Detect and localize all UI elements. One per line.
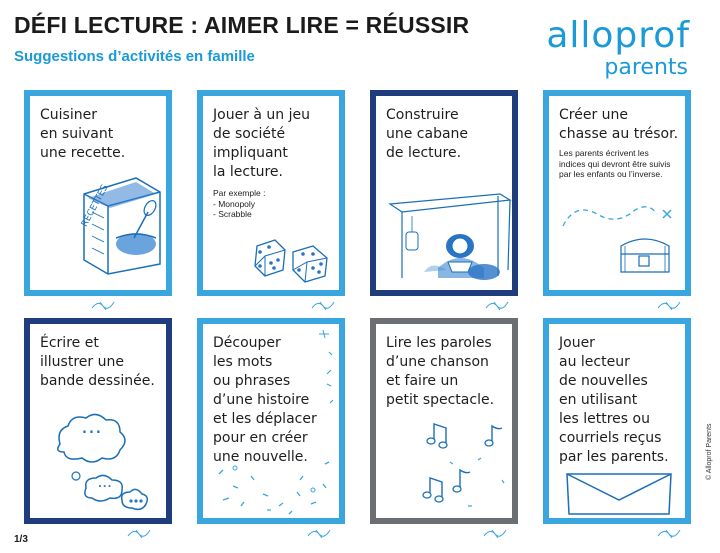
card-text: Jouer à un jeu de société impliquant la lecture. — [213, 107, 310, 180]
card-text: Écrire et illustrer une bande dessinée. — [40, 335, 155, 389]
activity-card-song-lyrics — [370, 318, 518, 524]
card-note: Les parents écrivent les indices qui devront être suivis par les enfants ou l’inverse. — [559, 148, 671, 179]
card-text: Jouer au lecteur de nouvelles en utilisant les lettres ou courriels reçus par les parents. — [559, 335, 669, 465]
speech-bubbles-illustration — [50, 408, 160, 518]
paper-scraps-illustration — [203, 324, 339, 518]
activity-card-news-reader — [543, 318, 691, 524]
page-subtitle: Suggestions d’activités en famille — [14, 48, 255, 65]
card-note: Par exemple : - Monopoly - Scrabble — [213, 188, 266, 219]
activity-card-comic — [24, 318, 172, 524]
activity-card-cut-words — [197, 318, 345, 524]
flourish-icon — [306, 526, 332, 540]
card-text: Lire les paroles d’une chanson et faire un petit spectacle. — [386, 335, 495, 408]
bubble-text: ... — [98, 479, 113, 490]
page-number: 1/3 — [14, 534, 28, 545]
flourish-icon — [656, 526, 682, 540]
flourish-icon — [90, 298, 116, 312]
activity-card-recipe — [24, 90, 172, 296]
page-title: DÉFI LECTURE : AIMER LIRE = RÉUSSIR — [14, 12, 470, 38]
activity-card-board-game — [197, 90, 345, 296]
alloprof-parents-logo — [546, 15, 690, 80]
logo-subtitle: parents — [604, 55, 688, 80]
flourish-icon — [484, 298, 510, 312]
bubble-text: ... — [82, 422, 103, 437]
card-text: Créer une chasse au trésor. — [559, 107, 679, 142]
flourish-icon — [656, 298, 682, 312]
logo-wordmark: alloprof — [546, 15, 690, 56]
card-text: Découper les mots ou phrases d’une histoire et les déplacer pour en créer une nouvelle. — [213, 335, 317, 465]
cookbook-label: RECETTES — [80, 183, 111, 229]
flourish-icon — [126, 526, 152, 540]
music-notes-illustration — [422, 420, 518, 516]
dice-illustration — [251, 232, 331, 284]
card-text: Construire une cabane de lecture. — [386, 107, 469, 161]
reading-fort-illustration — [388, 188, 512, 284]
flourish-icon — [482, 526, 508, 540]
flourish-icon — [310, 298, 336, 312]
envelope-illustration — [563, 470, 675, 518]
card-text: Cuisiner en suivant une recette. — [40, 107, 126, 161]
activity-card-treasure-hunt — [543, 90, 691, 296]
treasure-map-illustration — [557, 192, 687, 284]
copyright-text: © Alloprof Parents — [706, 423, 713, 480]
activity-card-reading-fort — [370, 90, 518, 296]
